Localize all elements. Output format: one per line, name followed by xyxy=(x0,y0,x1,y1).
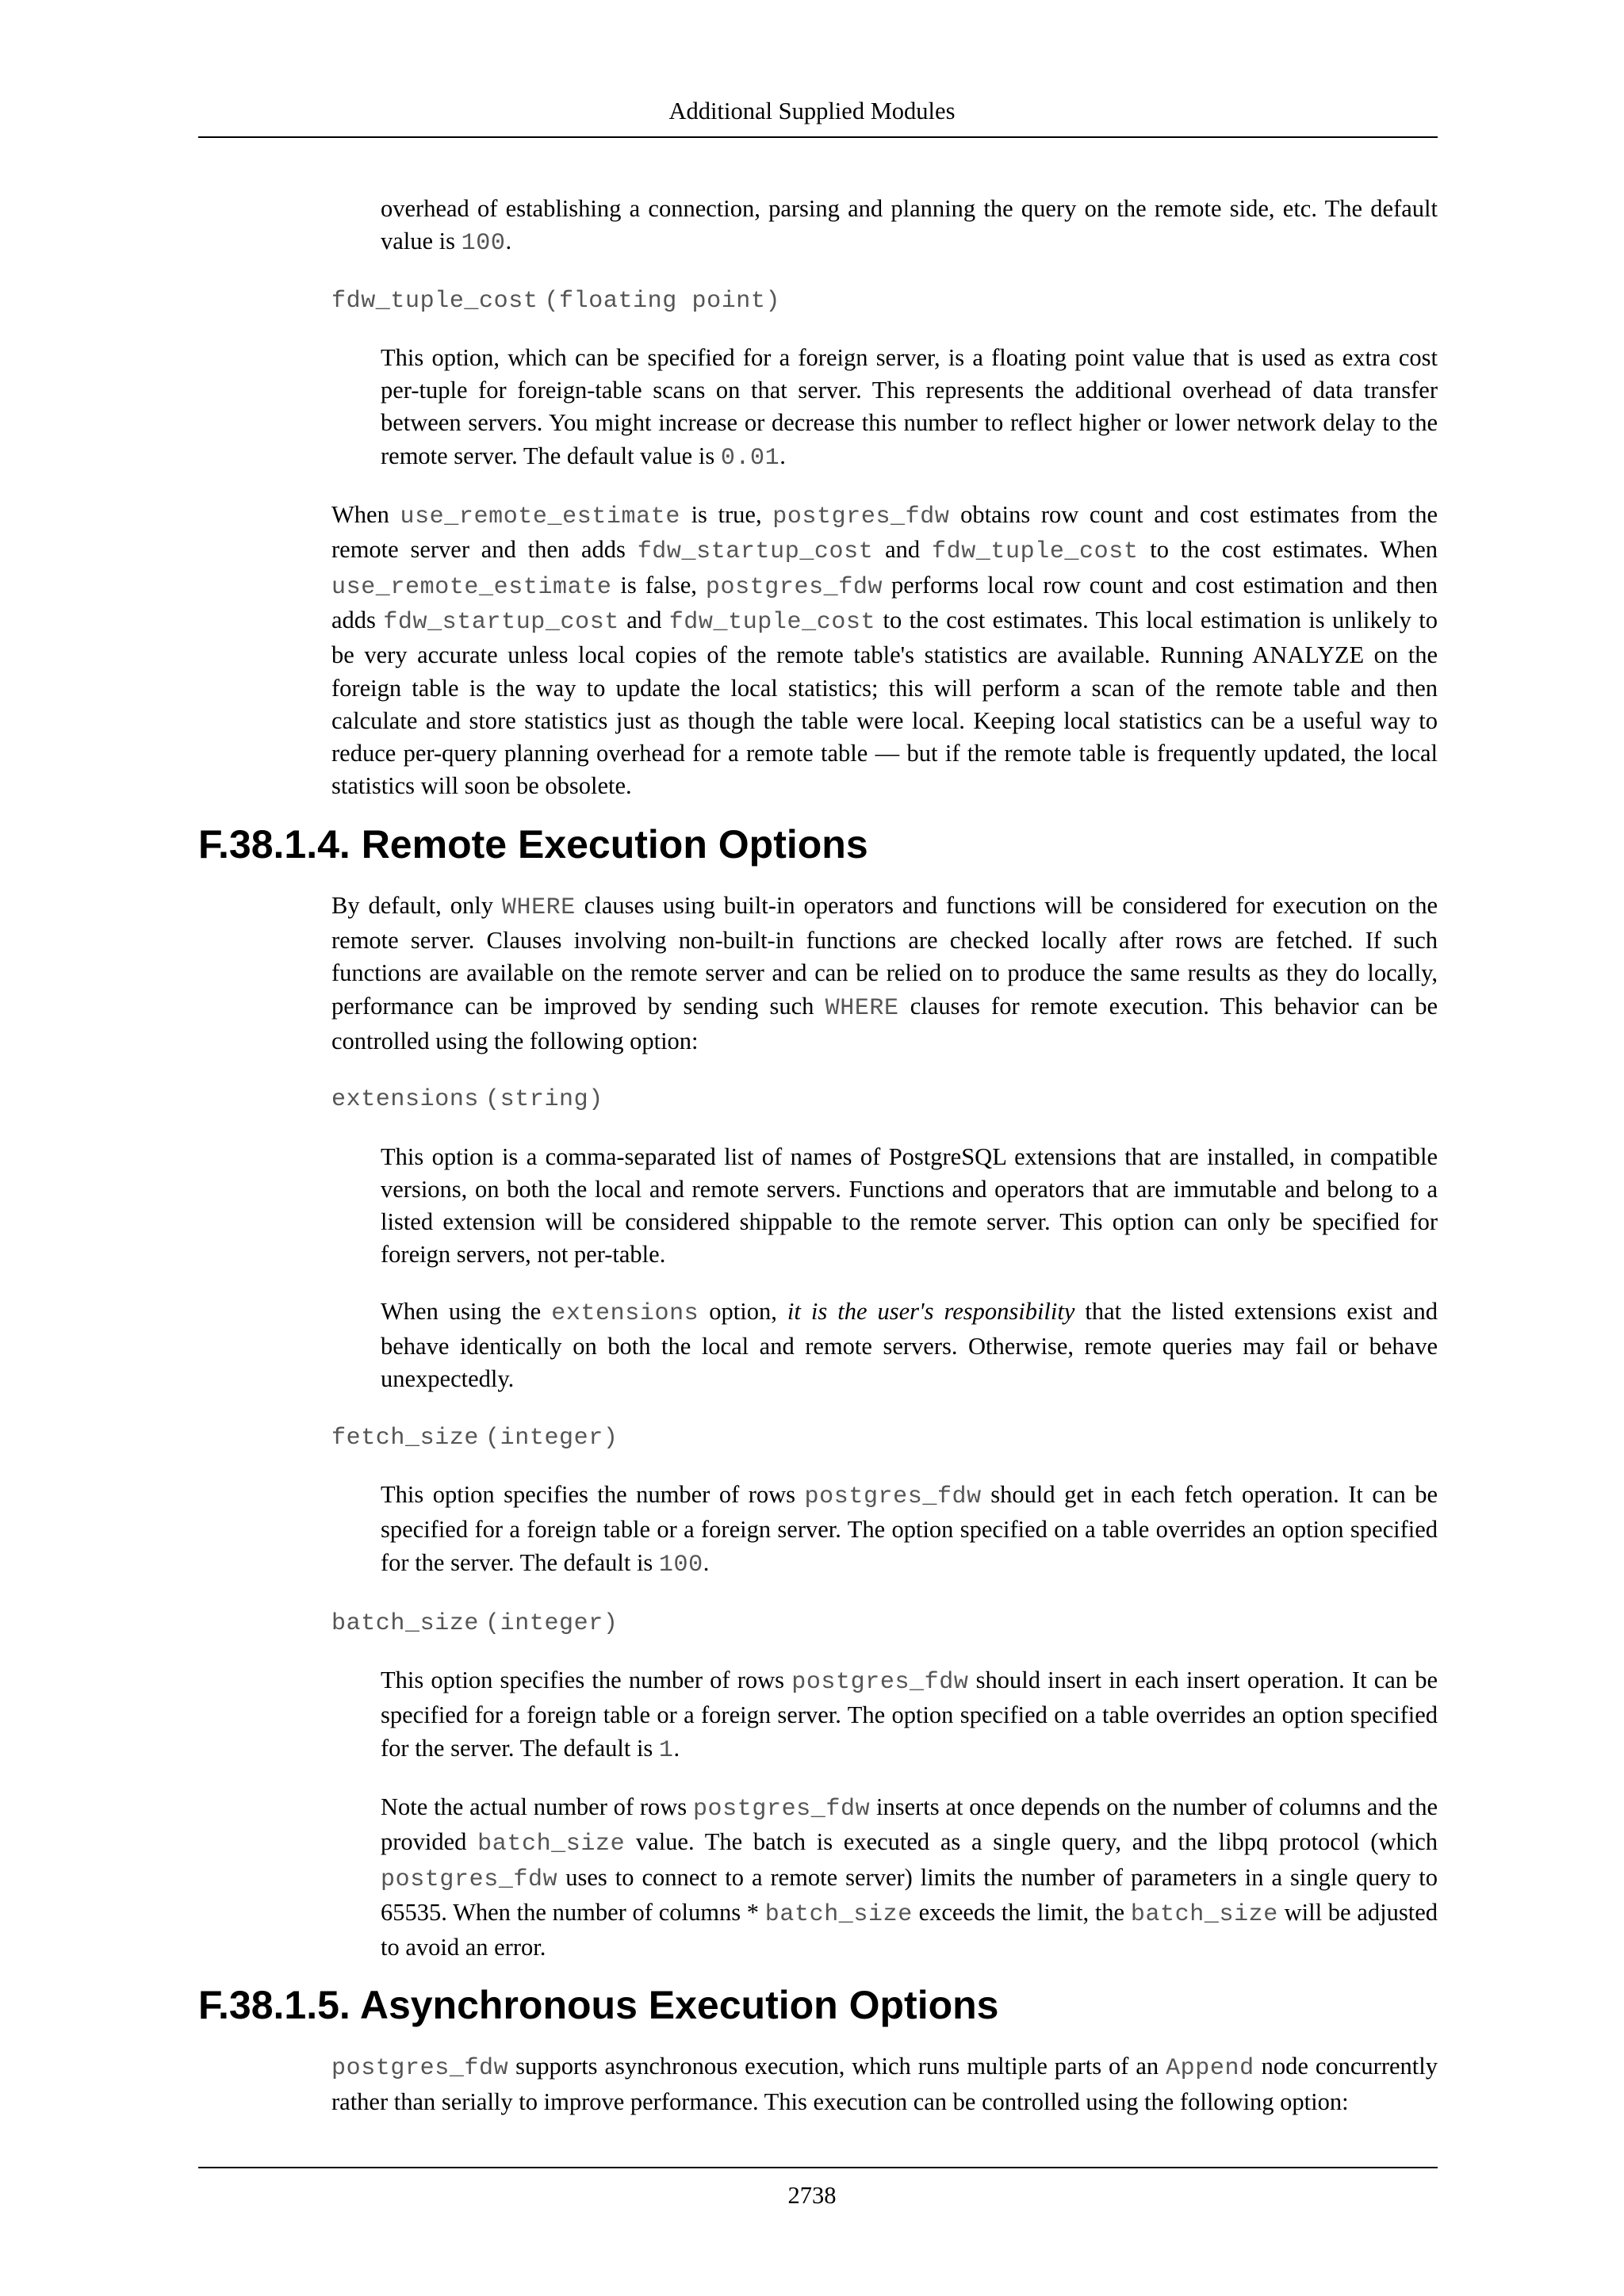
text-run: is false, xyxy=(611,571,706,599)
option-name: fetch_size xyxy=(331,1424,480,1452)
text-run: that the listed extensions exist and behave identically on both the local and remote servers. Otherwise, remote queries may fail or behave unexpectedly. xyxy=(381,1297,1438,1393)
inline-code: postgres_fdw xyxy=(772,503,950,531)
text-run: exceeds the limit, the xyxy=(912,1898,1131,1926)
text-run: to the cost estimates. When xyxy=(1138,536,1438,564)
page-number: 2738 xyxy=(787,2182,837,2209)
text-run: should insert in each insert operation. It can be specified for a foreign table or a foreign server. The option specified on a table overrides an option specified for the server. The default is xyxy=(381,1667,1438,1762)
batch-size-note xyxy=(381,1791,1438,1964)
inline-code: 1 xyxy=(658,1736,674,1764)
text-run: node concurrently rather than serially to improve performance. This execution can be controlled using the following option: xyxy=(331,2053,1438,2115)
text-run: This option specifies the number of rows xyxy=(381,1480,805,1508)
header-rule xyxy=(198,136,1438,138)
inline-code: postgres_fdw xyxy=(705,573,883,601)
inline-code: postgres_fdw xyxy=(331,2055,509,2083)
extensions-responsibility-note xyxy=(381,1295,1438,1396)
inline-code: postgres_fdw xyxy=(791,1669,969,1697)
inline-code: batch_size xyxy=(1130,1900,1278,1928)
text-run: value. The batch is executed as a single query, and the libpq protocol (which xyxy=(625,1828,1438,1856)
option-name: batch_size xyxy=(331,1609,480,1637)
emphasis: it is the user's responsibility xyxy=(787,1297,1075,1325)
option-type: (integer) xyxy=(485,1424,619,1452)
text-run: . xyxy=(673,1734,680,1762)
text-run: to the cost estimates. This local estimation is unlikely to be very accurate unless local copies of the remote table's statistics are available. Running ANALYZE on the foreign table is the way to update the local statistics; this will perform a scan of the remote table and then calculate and store statistics just as though the table were local. Keeping local statistics can be a useful way to reduce per-query planning overhead for a remote table — but if the remote table is frequently updated, the local statistics will soon be obsolete. xyxy=(331,606,1438,800)
async-execution-intro xyxy=(331,2050,1438,2118)
inline-code: 100 xyxy=(658,1551,703,1578)
text-run: supports asynchronous execution, which runs multiple parts of an xyxy=(508,2053,1166,2080)
footer-rule xyxy=(198,2167,1438,2168)
batch-size-description xyxy=(381,1664,1438,1767)
text-run: clauses for remote execution. This behavior can be controlled using the following option: xyxy=(331,992,1438,1054)
page-content xyxy=(0,193,1624,2142)
remote-estimate-paragraph xyxy=(331,499,1438,803)
option-name: extensions xyxy=(331,1086,480,1114)
section-heading-async-execution: F.38.1.5. Asynchronous Execution Options xyxy=(198,1983,999,2028)
fetch-size-description xyxy=(381,1479,1438,1582)
text-run: and xyxy=(619,606,669,633)
option-type: (floating point) xyxy=(544,287,781,315)
text-run: When using the xyxy=(381,1297,552,1325)
inline-code: postgres_fdw xyxy=(692,1795,871,1823)
text-run: . xyxy=(505,228,512,255)
remote-execution-intro xyxy=(331,890,1438,1058)
extensions-description: This option is a comma-separated list of names of PostgreSQL extensions that are installed, in compatible versions, on both the local and remote servers. Functions and operators that are immutable and belong to a listed extension will be considered shippable to the remote server. This option can only be specified for foreign servers, not per-table. xyxy=(381,1142,1438,1269)
running-header: Additional Supplied Modules xyxy=(668,98,956,124)
text-run: option, xyxy=(699,1297,787,1325)
text-run: overhead of establishing a connection, parsing and planning the query on the remote side, etc. The default value is xyxy=(381,195,1438,255)
text-run: is true, xyxy=(680,501,773,529)
text-run: clauses using built-in operators and functions will be considered for execution on the remote server. Clauses involving non-built-in functions are checked locally after rows are fetched. If such functions are available on the remote server and can be relied on to produce the same results as they do locally, performance can be improved by sending such xyxy=(331,891,1438,1020)
inline-code: fdw_startup_cost xyxy=(637,538,874,566)
text-run: inserts at once depends on the number of columns and the provided xyxy=(381,1793,1438,1856)
option-term-batch-size xyxy=(331,1605,1438,1640)
startup-cost-continuation xyxy=(381,193,1438,261)
text-run: When xyxy=(331,501,400,529)
text-run: . xyxy=(703,1548,710,1576)
inline-code: 100 xyxy=(461,230,506,258)
text-run: will be adjusted to avoid an error. xyxy=(381,1898,1438,1961)
inline-code: Append xyxy=(1166,2055,1254,2083)
inline-code: WHERE xyxy=(825,994,899,1022)
text-run: This option, which can be specified for a foreign server, is a floating point value that is used as extra cost per-tuple for foreign-table scans on that server. This represents the additional overhead of data transfer between servers. You might increase or decrease this number to reflect higher or lower network delay to the remote server. The default value is xyxy=(381,343,1438,469)
inline-code: fdw_tuple_cost xyxy=(932,538,1139,566)
inline-code: WHERE xyxy=(501,894,576,921)
inline-code: use_remote_estimate xyxy=(331,573,612,601)
option-term-extensions xyxy=(331,1081,1438,1116)
inline-code: fdw_tuple_cost xyxy=(668,608,876,636)
section-heading-remote-execution: F.38.1.4. Remote Execution Options xyxy=(198,821,868,867)
fdw-tuple-cost-description xyxy=(381,342,1438,475)
inline-code: 0.01 xyxy=(720,444,780,472)
text-run: should get in each fetch operation. It can be specified for a foreign table or a foreign server. The option specified on a table overrides an option specified for the server. The default is xyxy=(381,1480,1438,1576)
text-run: This option specifies the number of rows xyxy=(381,1667,792,1694)
inline-code: batch_size xyxy=(477,1831,626,1858)
inline-code: postgres_fdw xyxy=(804,1483,982,1510)
inline-code: postgres_fdw xyxy=(381,1866,558,1893)
option-name: fdw_tuple_cost xyxy=(331,287,538,315)
text-run: and xyxy=(873,536,932,564)
option-term-fetch-size xyxy=(331,1420,1438,1455)
option-term-fdw-tuple-cost xyxy=(331,283,1438,318)
option-type: (string) xyxy=(485,1086,603,1114)
option-type: (integer) xyxy=(485,1609,619,1637)
text-run: obtains row count and cost estimates from the remote server and then adds xyxy=(331,501,1438,564)
text-run: performs local row count and cost estimation and then adds xyxy=(331,571,1438,633)
inline-code: fdw_startup_cost xyxy=(383,608,619,636)
text-run: . xyxy=(779,442,786,469)
inline-code: batch_size xyxy=(764,1900,913,1928)
text-run: uses to connect to a remote server) limits the number of parameters in a single query to 65535. When the number of columns * xyxy=(381,1863,1438,1926)
text-run: Note the actual number of rows xyxy=(381,1793,693,1820)
inline-code: extensions xyxy=(551,1299,699,1327)
text-run: By default, only xyxy=(331,891,502,919)
inline-code: use_remote_estimate xyxy=(400,503,680,531)
